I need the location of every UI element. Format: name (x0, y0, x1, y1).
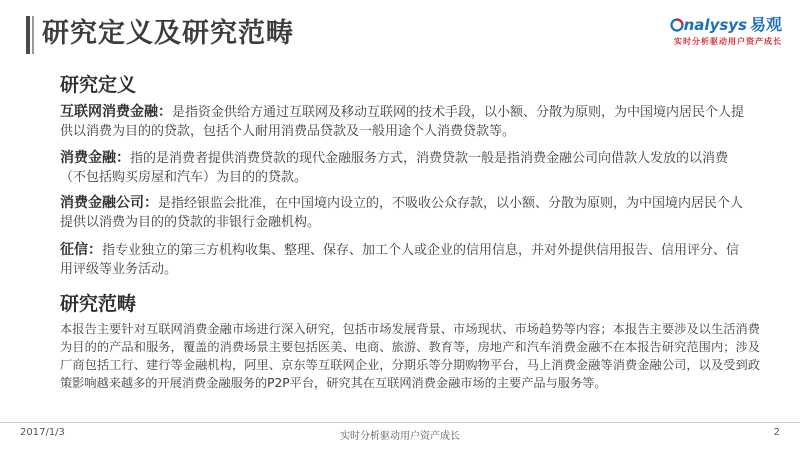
logo-slogan: 实时分析驱动用户资产成长 (674, 37, 782, 46)
definition-item (60, 194, 750, 232)
definition-term: 消费金融公司： (60, 195, 158, 211)
definition-text: 指专业独立的第三方机构收集、整理、保存、加工个人或企业的信用信息，并对外提供信用报告、信用评分、信用评级等业务活动。 (60, 243, 740, 277)
logo-wordmark (670, 14, 782, 36)
logo-swirl-icon (670, 18, 684, 32)
title-accent-bar (26, 16, 30, 54)
definition-item (60, 149, 750, 187)
footer-slogan: 实时分析驱动用户资产成长 (340, 431, 460, 442)
definition-term: 征信： (60, 242, 102, 258)
definition-term: 消费金融： (60, 150, 130, 166)
definition-item (60, 103, 750, 141)
footer-date: 2017/1/3 (20, 427, 65, 438)
definition-text: 指的是消费者提供消费贷款的现代金融服务方式，消费贷款一般是指消费金融公司向借款人发放的以消费（不包括购买房屋和汽车）为目的的贷款。 (60, 151, 729, 185)
logo-cn: 易观 (749, 15, 782, 34)
page-title: 研究定义及研究范畴 (42, 18, 294, 49)
title-accent-bar-light (32, 16, 34, 54)
footer-divider (0, 422, 800, 423)
scope-heading: 研究范畴 (60, 293, 137, 315)
definition-text: 是指资金供给方通过互联网及移动互联网的技术手段，以小额、分散为原则，为中国境内居民个人提供以消费为目的的贷款，包括个人耐用消费品贷款及一般用途个人消费贷款等。 (60, 105, 745, 139)
definition-heading: 研究定义 (60, 74, 137, 96)
logo-text: nalysys (683, 16, 747, 34)
definition-text: 是指经银监会批准，在中国境内设立的，不吸收公众存款，以小额、分散为原则，为中国境内居民个人提供以消费为目的的贷款的非银行金融机构。 (60, 196, 744, 230)
definition-item (60, 241, 750, 279)
analysys-logo (670, 14, 782, 54)
page-number: 2 (773, 427, 780, 438)
definition-term: 互联网消费金融： (60, 104, 172, 120)
scope-text: 本报告主要针对互联网消费金融市场进行深入研究，包括市场发展背景、市场现状、市场趋势等内容；本报告主要涉及以生活消费为目的的产品和服务，覆盖的消费场景主要包括医美、电商、旅游、教育等，房地产和汽车消费金融不在本报告研究范围内；涉及厂商包括工行、建行等金融机构，阿里、京东等互联网企业，分期乐等分期购物平台，马上消费金融等消费金融公司，以及受到政策影响越来越多的开展消费金融服务的P2P平台，研究其在互联网消费金融市场的主要产品与服务等。 (60, 322, 760, 390)
